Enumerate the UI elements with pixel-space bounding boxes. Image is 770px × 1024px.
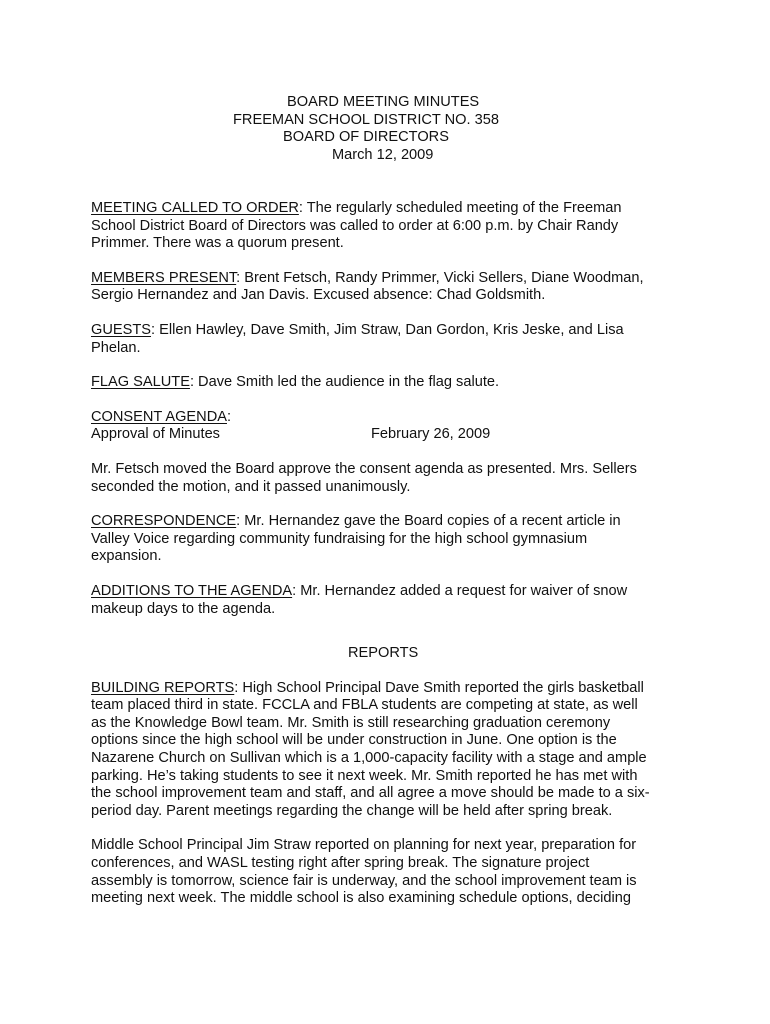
text-line: Nazarene Church on Sullivan which is a 1,000-capacity facility with a stage and ample (91, 750, 647, 767)
heading-consent-agenda: CONSENT AGENDA (91, 408, 227, 425)
text-line: School District Board of Directors was called to order at 6:00 p.m. by Chair Randy (91, 217, 619, 234)
section-consent-agenda (91, 409, 681, 444)
heading-correspondence: CORRESPONDENCE (91, 513, 237, 530)
text-line: : The regularly scheduled meeting of the Freeman (298, 200, 622, 216)
heading-additions: ADDITIONS TO THE AGENDA (91, 582, 293, 599)
section-additions (91, 583, 681, 618)
reports-title: REPORTS (348, 645, 419, 662)
text-line: : Mr. Hernandez added a request for waiver of snow (292, 582, 628, 599)
text-line: conferences, and WASL testing right after spring break. The signature project (91, 855, 590, 872)
text-line: expansion. (91, 548, 162, 565)
text-line: : Mr. Hernandez gave the Board copies of a recent article in (236, 513, 621, 530)
heading-guests: GUESTS (91, 321, 152, 338)
header-district: FREEMAN SCHOOL DISTRICT NO. 358 (233, 111, 499, 128)
minutes-body (91, 200, 681, 925)
section-guests (91, 322, 681, 357)
text-line: period day. Parent meetings regarding the change will be held after spring break. (91, 802, 613, 819)
heading-members-present: MEMBERS PRESENT (91, 269, 237, 286)
section-middle-school (91, 837, 681, 907)
text-line: Sergio Hernandez and Jan Davis. Excused absence: Chad Goldsmith. (91, 287, 546, 304)
section-consent-motion (91, 461, 681, 496)
text-line: : Ellen Hawley, Dave Smith, Jim Straw, Dan Gordon, Kris Jeske, and Lisa (151, 321, 624, 338)
text-line: Middle School Principal Jim Straw reported on planning for next year, preparation for (91, 837, 637, 854)
heading-flag-salute: FLAG SALUTE (91, 374, 190, 391)
header-board: BOARD OF DIRECTORS (283, 129, 449, 146)
text-line: Phelan. (91, 339, 141, 356)
consent-item-date: February 26, 2009 (371, 426, 491, 443)
text-line: parking. He’s taking students to see it next week. Mr. Smith reported he has met with (91, 767, 638, 784)
header-title: BOARD MEETING MINUTES (287, 94, 480, 110)
text-line: : Brent Fetsch, Randy Primmer, Vicki Sellers, Diane Woodman, (236, 269, 644, 286)
section-correspondence (91, 513, 681, 566)
text-line: makeup days to the agenda. (91, 600, 276, 617)
heading-colon: : (226, 408, 232, 425)
header-date: March 12, 2009 (332, 146, 434, 163)
section-building-reports (91, 680, 681, 821)
text-line: options since the high school will be under construction in June. One option is the (91, 732, 617, 749)
text-line: seconded the motion, and it passed unanimously. (91, 478, 411, 495)
text-line: meeting next week. The middle school is also examining schedule options, deciding (91, 890, 632, 907)
heading-called-to-order: MEETING CALLED TO ORDER (91, 200, 299, 216)
section-members-present (91, 270, 681, 305)
text-line: the school improvement team and staff, and all agree a move should be made to a six- (91, 785, 650, 802)
text-line: Primmer. There was a quorum present. (91, 235, 344, 252)
text-line: : Dave Smith led the audience in the flag salute. (189, 374, 500, 391)
text-line: Mr. Fetsch moved the Board approve the consent agenda as presented. Mrs. Sellers (91, 460, 637, 477)
text-line: as the Knowledge Bowl team. Mr. Smith is still researching graduation ceremony (91, 714, 611, 731)
text-line: : High School Principal Dave Smith reported the girls basketball (234, 679, 644, 696)
heading-building-reports: BUILDING REPORTS (91, 679, 235, 696)
consent-item-label: Approval of Minutes (91, 426, 220, 443)
text-line: assembly is tomorrow, science fair is underway, and the school improvement team is (91, 872, 637, 889)
document-header (0, 94, 770, 164)
consent-item-row (91, 426, 681, 444)
text-line: Valley Voice regarding community fundraising for the high school gymnasium (91, 530, 588, 547)
text-line: team placed third in state. FCCLA and FBLA students are competing at state, as well (91, 697, 638, 714)
section-called-to-order (91, 200, 681, 253)
section-flag-salute (91, 374, 681, 392)
